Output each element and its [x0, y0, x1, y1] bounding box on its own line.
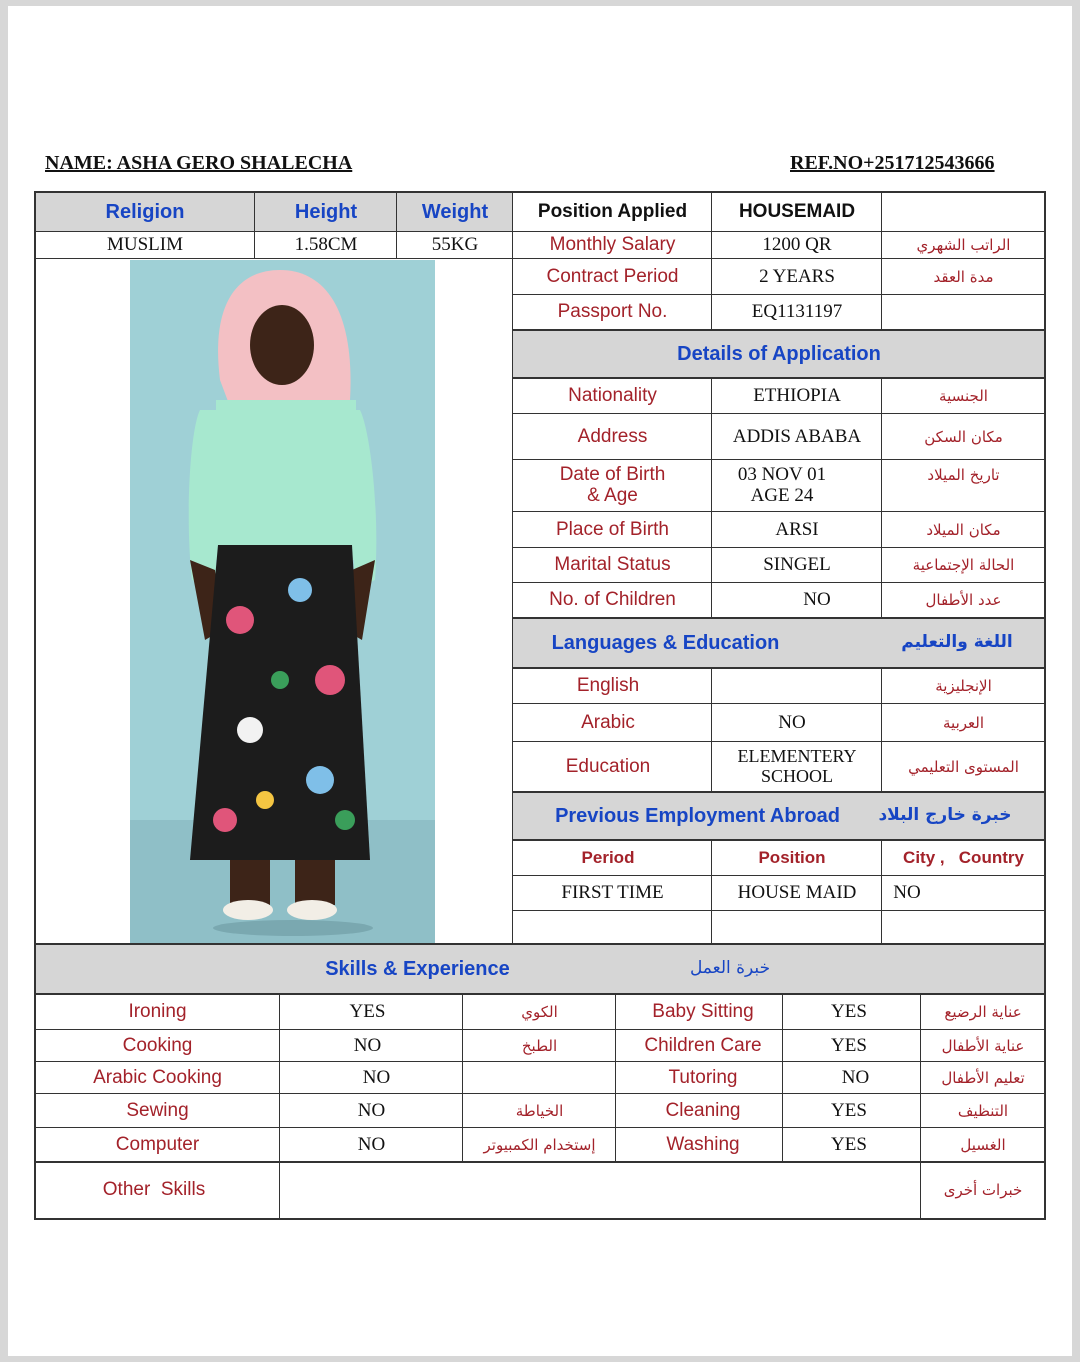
weight-value: 55KG [431, 234, 479, 256]
ironing-value: YES [349, 1000, 386, 1022]
details-title: Details of Application [677, 343, 881, 365]
dob-value: 03 NOV 01 AGE 24 [737, 464, 827, 506]
cooking-value: NO [353, 1034, 382, 1056]
monthly-salary-value: 1200 QR [762, 234, 832, 256]
position-applied-label: Position Applied [537, 200, 688, 222]
passport-label: Passport No. [557, 301, 668, 323]
nationality-label: Nationality [568, 384, 657, 406]
washing-ar: الغسيل [960, 1135, 1006, 1154]
monthly-salary-ar: الراتب الشهري [916, 236, 1011, 255]
computer-ar: إستخدام الكمبيوتر [483, 1135, 596, 1154]
sewing-label: Sewing [126, 1099, 189, 1121]
height-label: Height [294, 201, 358, 223]
religion-label: Religion [105, 201, 185, 223]
marital-status-value: SINGEL [763, 554, 831, 576]
cleaning-label: Cleaning [665, 1099, 741, 1121]
tutoring-label: Tutoring [668, 1066, 738, 1088]
washing-value: YES [831, 1133, 867, 1155]
english-label: English [576, 674, 640, 696]
marital-status-label: Marital Status [554, 554, 671, 576]
employment-position-value: HOUSE MAID [737, 881, 857, 903]
dob-ar: تاريخ الميلاد [927, 465, 1000, 484]
sewing-value: NO [357, 1099, 386, 1121]
cleaning-ar: التنظيف [957, 1101, 1009, 1120]
baby-sitting-ar: عناية الرضيع [944, 1002, 1022, 1021]
arabic-value: NO [778, 711, 806, 733]
passport-value: EQ1131197 [751, 301, 843, 323]
cleaning-value: YES [831, 1099, 867, 1121]
other-skills-ar: خبرات أخرى [943, 1181, 1023, 1200]
place-of-birth-label: Place of Birth [556, 518, 669, 540]
computer-value: NO [357, 1133, 386, 1155]
height-value: 1.58CM [294, 234, 358, 256]
baby-sitting-value: YES [831, 1000, 867, 1022]
tutoring-ar: تعليم الأطفال [941, 1068, 1025, 1087]
english-ar: الإنجليزية [935, 676, 992, 695]
arabic-ar: العربية [943, 713, 984, 732]
sewing-ar: الخياطة [515, 1101, 564, 1120]
children-care-value: YES [831, 1034, 867, 1056]
religion-value: MUSLIM [106, 234, 183, 256]
arabic-cooking-label: Arabic Cooking [93, 1066, 222, 1088]
address-ar: مكان السكن [924, 427, 1003, 446]
cooking-label: Cooking [122, 1034, 193, 1056]
ironing-label: Ironing [128, 1000, 187, 1022]
address-label: Address [577, 425, 648, 447]
children-label: No. of Children [549, 589, 676, 611]
contract-period-label: Contract Period [546, 265, 679, 287]
place-of-birth-value: ARSI [775, 518, 819, 540]
arabic-label: Arabic [581, 711, 635, 733]
languages-title-ar: اللغة والتعليم [901, 631, 1013, 652]
baby-sitting-label: Baby Sitting [652, 1000, 754, 1022]
position-applied-value: HOUSEMAID [738, 200, 856, 222]
dob-label: Date of Birth & Age [559, 464, 666, 506]
computer-label: Computer [115, 1133, 200, 1155]
address-value: ADDIS ABABA [732, 425, 862, 447]
arabic-cooking-value: NO [362, 1066, 391, 1088]
employment-title: Previous Employment Abroad [555, 805, 840, 827]
languages-title: Languages & Education [551, 632, 780, 654]
employment-title-ar: خبرة خارج البلاد [878, 804, 1012, 825]
skills-title: Skills & Experience [325, 958, 510, 980]
period-header: Period [581, 847, 635, 867]
period-value: FIRST TIME [561, 881, 664, 903]
monthly-salary-label: Monthly Salary [549, 234, 676, 256]
children-value: NO [803, 589, 831, 611]
washing-label: Washing [666, 1133, 740, 1155]
weight-label: Weight [421, 201, 489, 223]
applicant-name: NAME: ASHA GERO SHALECHA [45, 152, 353, 174]
tutoring-value: NO [841, 1066, 870, 1088]
reference-number: REF.NO+251712543666 [790, 152, 995, 174]
applicant-photo [130, 260, 435, 943]
nationality-ar: الجنسية [939, 386, 988, 405]
contract-period-ar: مدة العقد [933, 267, 994, 286]
children-care-ar: عناية الأطفال [941, 1036, 1025, 1055]
education-label: Education [565, 755, 651, 777]
education-ar: المستوى التعليمي [908, 757, 1019, 776]
education-value: ELEMENTERY SCHOOL [737, 746, 857, 786]
children-ar: عدد الأطفال [925, 591, 1002, 610]
marital-status-ar: الحالة الإجتماعية [912, 556, 1015, 575]
children-care-label: Children Care [644, 1034, 762, 1056]
ironing-ar: الكوي [521, 1002, 558, 1021]
other-skills-label: Other Skills [102, 1179, 206, 1201]
nationality-value: ETHIOPIA [753, 384, 841, 406]
city-country-header: City , Country [903, 847, 1024, 867]
contract-period-value: 2 YEARS [759, 265, 835, 287]
place-of-birth-ar: مكان الميلاد [926, 520, 1001, 539]
skills-title-ar: خبرة العمل [689, 957, 771, 978]
position-header: Position [758, 847, 826, 867]
cooking-ar: الطبخ [521, 1036, 558, 1055]
city-country-value: NO [893, 881, 921, 903]
